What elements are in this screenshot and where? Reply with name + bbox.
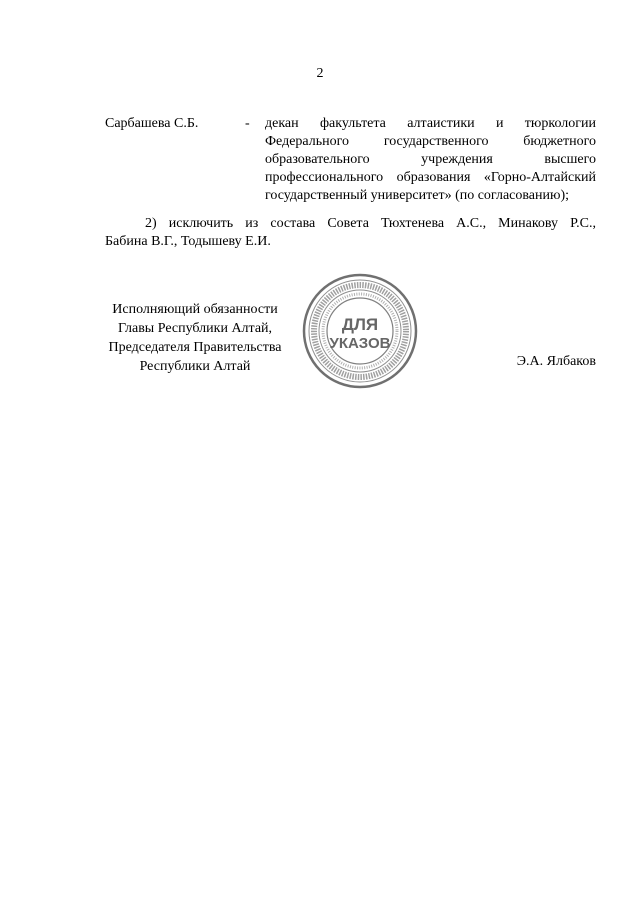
exclusion-clause [105, 215, 596, 251]
member-position-line: Федерального государственного бюджетного [265, 134, 596, 149]
page-number: 2 [316, 66, 324, 81]
member-name: Сарбашева С.Б. [105, 116, 199, 131]
member-position-line: декан факультета алтаистики и тюркологии [265, 116, 596, 131]
signatory-title-line: Главы Республики Алтай, [117, 321, 273, 336]
member-position-line: профессионального образования «Горно-Алтайский [265, 170, 596, 185]
member-position [265, 115, 596, 205]
signatory-title [105, 300, 285, 376]
member-dash: - [245, 116, 250, 131]
stamp-text-line2: УКАЗОВ [329, 335, 391, 352]
signatory-title-line: Председателя Правительства [108, 340, 282, 355]
stamp-text-line1: ДЛЯ [341, 315, 379, 334]
clause-line: 2) исключить из состава Совета Тюхтенева А.С., Минакову Р.С., [145, 216, 596, 231]
clause-line: Бабина В.Г., Тодышеву Е.И. [105, 234, 271, 249]
signatory-title-line: Республики Алтай [139, 359, 251, 374]
member-position-line: образовательного учреждения высшего [265, 152, 596, 167]
official-stamp [301, 272, 419, 390]
signatory-title-line: Исполняющий обязанности [112, 302, 278, 317]
member-position-line: государственный университет» (по согласованию); [265, 188, 570, 203]
signatory-name: Э.А. Ялбаков [516, 354, 596, 369]
